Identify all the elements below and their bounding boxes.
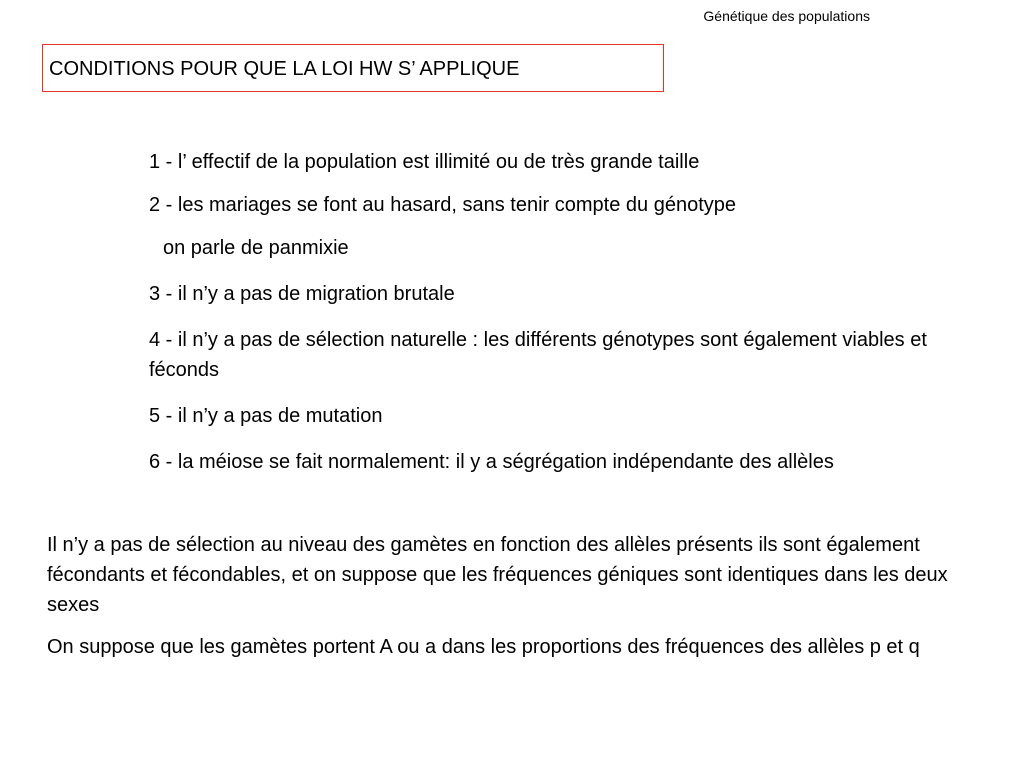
slide-title: CONDITIONS POUR QUE LA LOI HW S’ APPLIQUE [49,58,520,80]
condition-2-note: on parle de panmixie [163,237,349,259]
condition-5: 5 - il n’y a pas de mutation [149,405,383,427]
paragraph-allele-frequencies: On suppose que les gamètes portent A ou a dans les proportions des fréquences des allèles p et q [47,636,920,658]
explanation-block [47,530,997,674]
title-box [42,44,664,92]
condition-6: 6 - la méiose se fait normalement: il y a ségrégation indépendante des allèles [149,451,834,473]
slide-header-label: Génétique des populations [703,8,870,24]
condition-4: 4 - il n’y a pas de sélection naturelle : les différents génotypes sont également viables et féconds [149,329,927,381]
condition-3: 3 - il n’y a pas de migration brutale [149,283,455,305]
paragraph-gametes-selection: Il n’y a pas de sélection au niveau des gamètes en fonction des allèles présents ils sont également fécondants et fécondables, et on suppose que les fréquences géniques sont identiques dans les deux sexes [47,534,948,616]
condition-1: 1 - l’ effectif de la population est illimité ou de très grande taille [149,151,700,173]
condition-2: 2 - les mariages se font au hasard, sans tenir compte du génotype [149,194,737,216]
conditions-list [149,147,939,493]
